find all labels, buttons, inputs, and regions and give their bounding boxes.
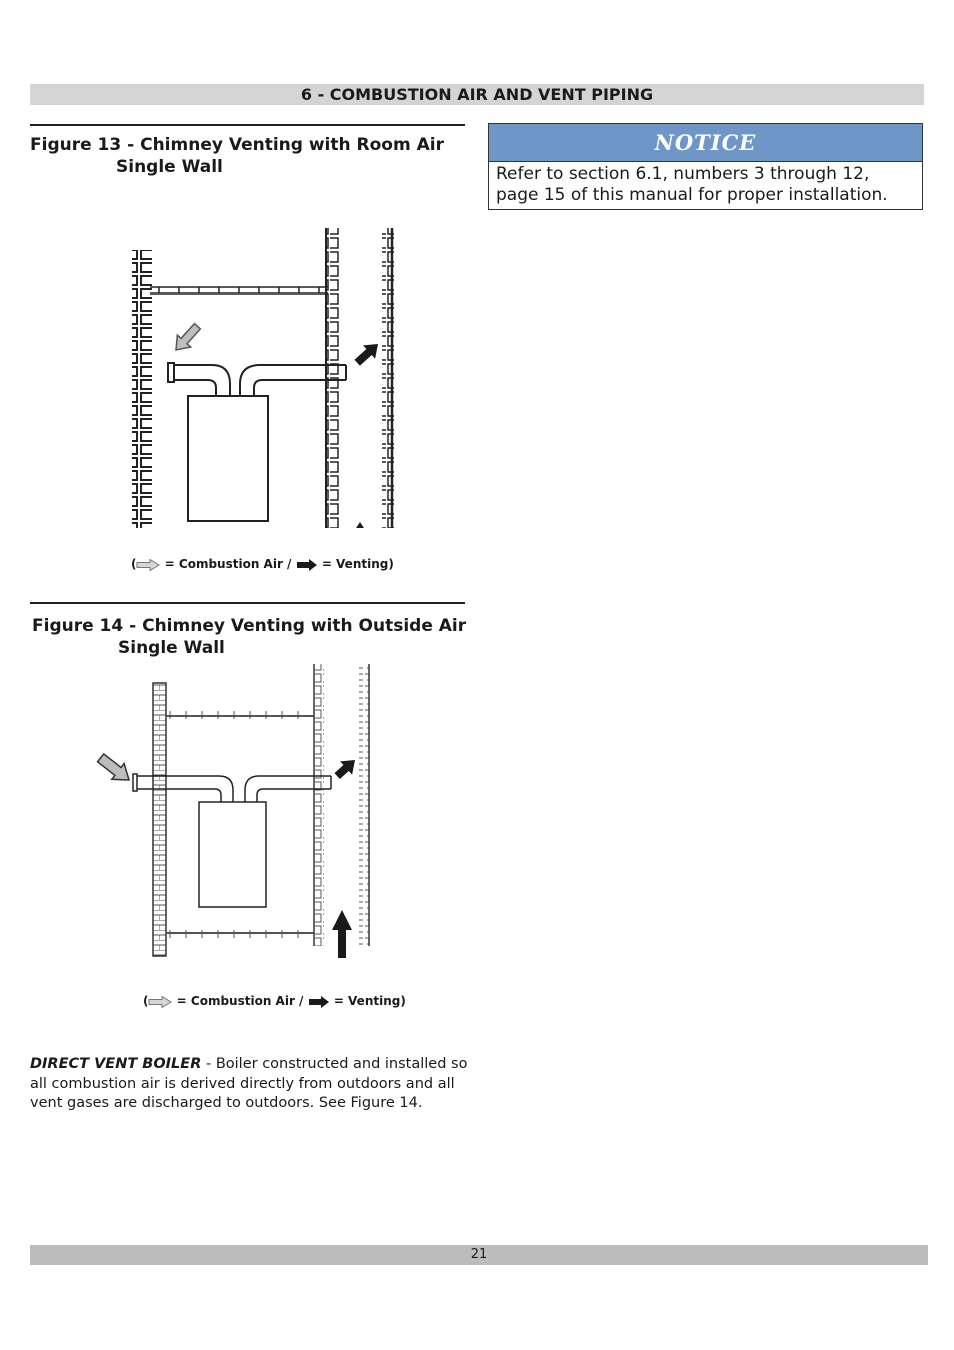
notice-body: Refer to section 6.1, numbers 3 through 12, page 15 of this manual for proper installation. xyxy=(496,164,888,205)
notice-heading: NOTICE xyxy=(489,124,922,162)
figure13-diagram xyxy=(120,222,410,532)
gray-arrow-icon xyxy=(136,559,160,571)
legend-open-paren: ( xyxy=(131,557,137,571)
figure14-divider xyxy=(30,602,465,604)
legend-combustion-air: = Combustion Air / xyxy=(164,557,292,571)
notice-box xyxy=(488,123,923,210)
figure13-title xyxy=(30,134,444,178)
figure14-title xyxy=(32,615,466,659)
direct-vent-term: DIRECT VENT BOILER xyxy=(30,1056,202,1072)
page-footer xyxy=(30,1245,928,1265)
legend-venting: = Venting) xyxy=(333,994,406,1008)
section-header xyxy=(30,84,924,105)
figure13-divider xyxy=(30,124,465,126)
figure14-title-line1: Figure 14 - Chimney Venting with Outside Air xyxy=(32,616,467,636)
figure14-title-line2: Single Wall xyxy=(118,638,225,658)
legend-combustion-air: = Combustion Air / xyxy=(176,994,304,1008)
figure14-diagram xyxy=(75,660,385,965)
legend-venting: = Venting) xyxy=(321,557,394,571)
black-arrow-icon xyxy=(308,996,330,1008)
direct-vent-paragraph xyxy=(30,1055,470,1114)
direct-vent-text: - Boiler constructed and installed so all combustion air is derived directly from outdoors and all vent gases are discharged to outdoors. See Figure 14. xyxy=(30,1056,468,1111)
gray-arrow-icon xyxy=(148,996,172,1008)
black-arrow-icon xyxy=(296,559,318,571)
figure13-title-line1: Figure 13 - Chimney Venting with Room Air xyxy=(30,135,444,155)
figure14-legend xyxy=(143,994,406,1008)
legend-open-paren: ( xyxy=(143,994,149,1008)
figure13-legend xyxy=(131,557,394,571)
section-title: 6 - COMBUSTION AIR AND VENT PIPING xyxy=(300,85,654,104)
page-number: 21 xyxy=(470,1247,488,1262)
figure13-title-line2: Single Wall xyxy=(116,157,223,177)
